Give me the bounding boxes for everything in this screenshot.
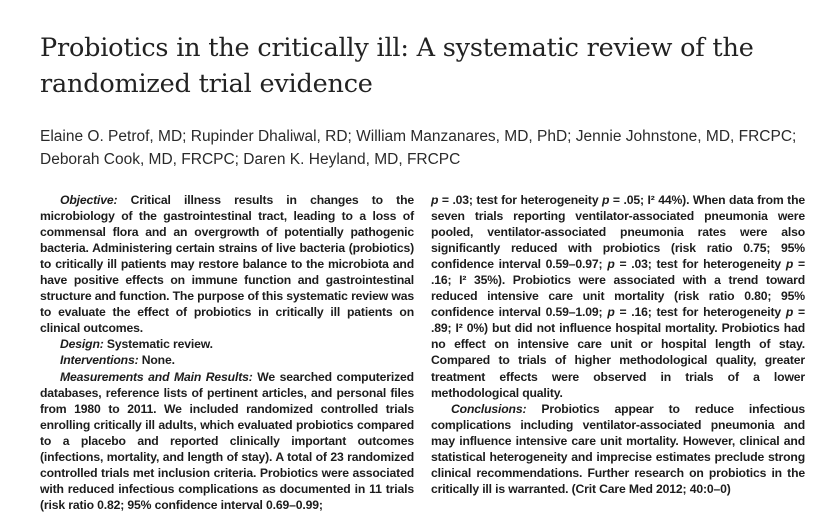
objective-text: Critical illness results in changes to the microbiology of the gastrointestinal tract, leading to a loss of commensal flora and an overgrowth of potentially pathogenic bacteria. Administering certain strains of live bacteria (probiotics) to critically ill patients may restore balance to the microbiota and have positive effects on immune function and gastrointestinal structure and function. The purpose of this systematic review was to evaluate the effect of probiotics in critically ill patients on clinical outcomes. — [40, 193, 414, 336]
conclusions-paragraph — [431, 401, 805, 497]
p-value-symbol: p — [785, 257, 794, 272]
interventions-text: None. — [138, 353, 175, 368]
interventions-paragraph — [40, 352, 414, 368]
conclusions-text: Probiotics appear to reduce infectious complications including ventilator-associated pneumonia and may influence intensive care unit mortality. However, clinical and statistical heterogeneity and imprecise estimates preclude strong clinical recommendations. Further research on probiotics in the critically ill is warranted. (Crit Care Med 2012; 40:0–0) — [431, 401, 805, 496]
abstract-column-right — [431, 192, 805, 497]
p-value-symbol: p — [785, 305, 794, 320]
p-value-symbol: p — [431, 193, 439, 207]
author-list: Elaine O. Petrof, MD; Rupinder Dhaliwal, RD; William Manzanares, MD, PhD; Jennie Johnstone, MD, FRCPC; Deborah Cook, MD, FRCPC; Daren K. Heyland, MD, FRCPC — [40, 128, 797, 168]
design-paragraph — [40, 336, 414, 352]
conclusions-label: Conclusions: — [451, 401, 527, 416]
measurements-fragment: = .03; test for heterogeneity — [614, 257, 786, 272]
measurements-text: We searched computerized databases, reference lists of pertinent articles, and personal files from 1980 to 2011. We included randomized controlled trials enrolling critically ill adults, which evaluated probiotics compared to a placebo and reported clinically important outcomes (infections, mortality, and length of stay). A total of 23 randomized controlled trials met inclusion criteria. Probiotics were associated with reduced infectious complications as documented in 11 trials (risk ratio 0.82; 95% confidence interval 0.69–0.99; — [40, 369, 414, 512]
measurements-fragment: = .03; test for heterogeneity — [438, 193, 603, 207]
measurements-fragment: = .16; I² 35%). Probiotics were associated with a trend toward reduced intensive care unit mortality (risk ratio 0.80; 95% confidence interval 0.59–1.09; — [431, 257, 805, 320]
abstract-column-left — [40, 192, 414, 513]
objective-paragraph — [40, 192, 414, 336]
p-value-symbol: p — [602, 193, 610, 207]
measurements-fragment: = .05; I² 44%). When data from the seven trials reporting ventilator-associated pneumonia were pooled, ventilator-associated pneumonia rates were also significantly reduced with probiotics (risk ratio 0.75; 95% confidence interval 0.59–0.97; — [431, 193, 805, 272]
objective-label: Objective: — [60, 193, 118, 207]
design-text: Systematic review. — [103, 337, 213, 352]
p-value-symbol: p — [607, 257, 615, 272]
measurements-continued — [431, 192, 805, 401]
p-value-symbol: p — [607, 305, 615, 320]
design-label: Design: — [60, 337, 104, 352]
article-title: Probiotics in the critically ill: A systematic review of the randomized trial evidence — [40, 33, 754, 99]
measurements-fragment: = .16; test for heterogeneity — [614, 305, 786, 320]
measurements-fragment: = .89; I² 0%) but did not influence hospital mortality. Probiotics had no effect on intensive care unit or hospital length of stay. Compared to trials of higher methodological quality, greater treatment effects were observed in trials of a lower methodological quality. — [431, 305, 805, 400]
interventions-label: Interventions: — [60, 353, 139, 368]
measurements-paragraph — [40, 369, 414, 513]
measurements-label: Measurements and Main Results: — [60, 369, 253, 384]
